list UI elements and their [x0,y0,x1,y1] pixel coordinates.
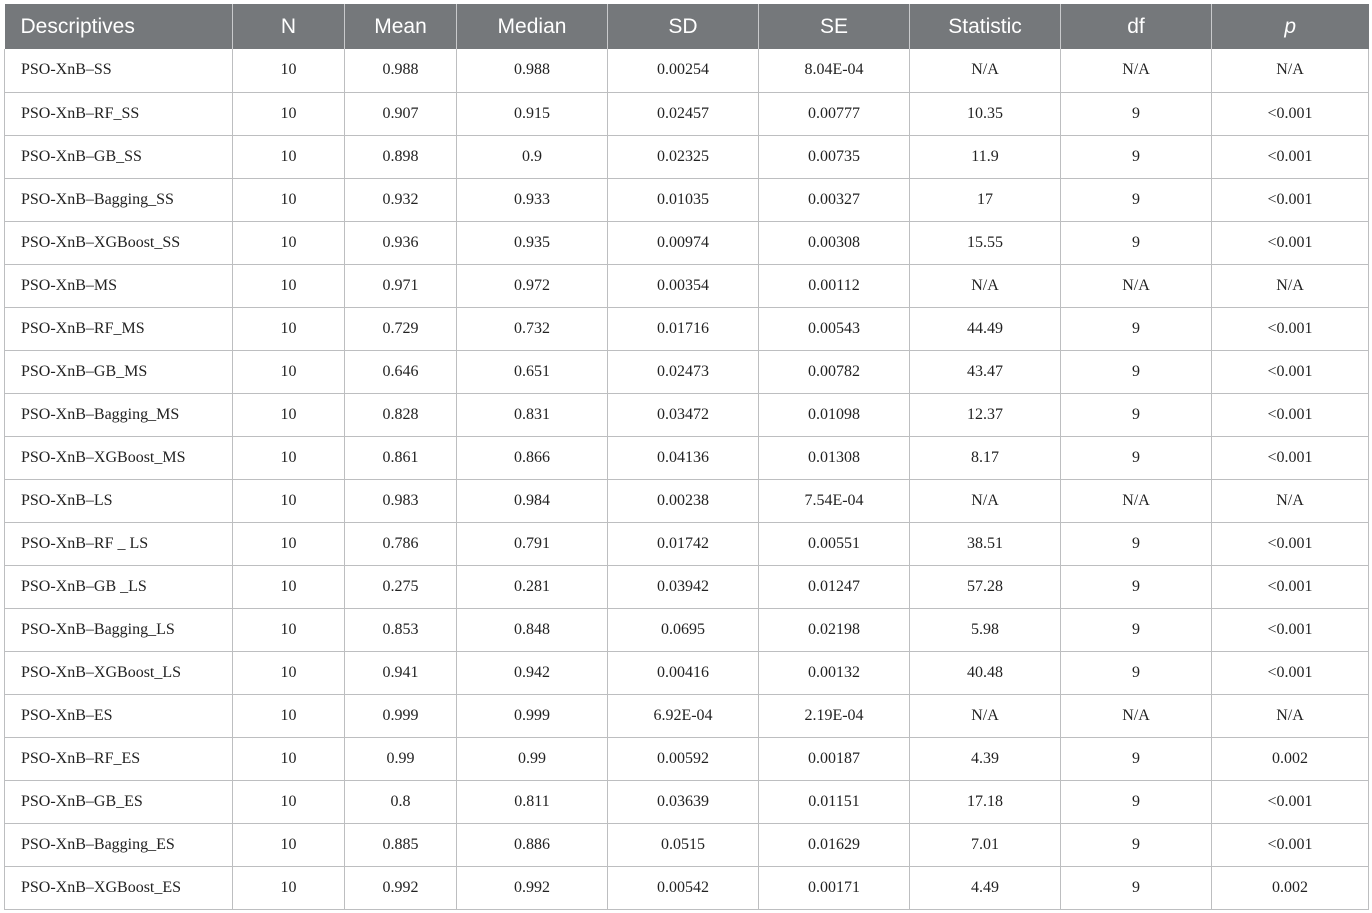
median-cell: 0.866 [457,436,608,479]
p-cell: <0.001 [1212,565,1369,608]
df-cell: 9 [1061,737,1212,780]
df-cell: 9 [1061,350,1212,393]
table-row [5,49,1369,92]
sd-cell: 0.03942 [608,565,759,608]
mean-cell: 0.992 [345,866,457,909]
df-cell: 9 [1061,92,1212,135]
n-cell: 10 [233,866,345,909]
p-cell: <0.001 [1212,221,1369,264]
p-cell: <0.001 [1212,780,1369,823]
model-name-cell: PSO-XnB–Bagging_LS [5,608,233,651]
statistic-cell: N/A [910,49,1061,92]
se-cell: 0.01308 [759,436,910,479]
se-cell: 0.02198 [759,608,910,651]
p-cell: N/A [1212,479,1369,522]
df-cell: 9 [1061,866,1212,909]
statistic-cell: 15.55 [910,221,1061,264]
sd-cell: 0.02325 [608,135,759,178]
n-cell: 10 [233,651,345,694]
mean-cell: 0.786 [345,522,457,565]
table-row [5,694,1369,737]
df-cell: 9 [1061,221,1212,264]
model-name-cell: PSO-XnB–RF _ LS [5,522,233,565]
p-cell: N/A [1212,49,1369,92]
statistic-cell: N/A [910,479,1061,522]
header-descriptives: Descriptives [5,4,233,49]
n-cell: 10 [233,350,345,393]
df-cell: N/A [1061,264,1212,307]
n-cell: 10 [233,436,345,479]
model-name-cell: PSO-XnB–MS [5,264,233,307]
sd-cell: 0.00974 [608,221,759,264]
table-row [5,522,1369,565]
df-cell: 9 [1061,307,1212,350]
se-cell: 0.00551 [759,522,910,565]
header-statistic: Statistic [910,4,1061,49]
median-cell: 0.942 [457,651,608,694]
statistic-cell: 4.49 [910,866,1061,909]
sd-cell: 0.04136 [608,436,759,479]
model-name-cell: PSO-XnB–Bagging_SS [5,178,233,221]
header-n: N [233,4,345,49]
model-name-cell: PSO-XnB–SS [5,49,233,92]
table-row [5,393,1369,436]
n-cell: 10 [233,737,345,780]
se-cell: 0.00112 [759,264,910,307]
header-mean: Mean [345,4,457,49]
table-row [5,651,1369,694]
p-cell: N/A [1212,264,1369,307]
df-cell: N/A [1061,49,1212,92]
n-cell: 10 [233,393,345,436]
df-cell: 9 [1061,522,1212,565]
p-cell: <0.001 [1212,823,1369,866]
sd-cell: 0.01035 [608,178,759,221]
sd-cell: 0.01742 [608,522,759,565]
median-cell: 0.992 [457,866,608,909]
median-cell: 0.732 [457,307,608,350]
model-name-cell: PSO-XnB–ES [5,694,233,737]
mean-cell: 0.853 [345,608,457,651]
statistic-cell: 7.01 [910,823,1061,866]
statistic-cell: 17.18 [910,780,1061,823]
mean-cell: 0.828 [345,393,457,436]
n-cell: 10 [233,264,345,307]
p-cell: <0.001 [1212,92,1369,135]
statistic-cell: 11.9 [910,135,1061,178]
table-row [5,264,1369,307]
se-cell: 0.00171 [759,866,910,909]
median-cell: 0.791 [457,522,608,565]
n-cell: 10 [233,92,345,135]
model-name-cell: PSO-XnB–GB_MS [5,350,233,393]
statistic-cell: 43.47 [910,350,1061,393]
sd-cell: 0.00254 [608,49,759,92]
sd-cell: 0.0695 [608,608,759,651]
model-name-cell: PSO-XnB–XGBoost_LS [5,651,233,694]
se-cell: 7.54E-04 [759,479,910,522]
median-cell: 0.848 [457,608,608,651]
n-cell: 10 [233,178,345,221]
n-cell: 10 [233,221,345,264]
df-cell: 9 [1061,780,1212,823]
header-se: SE [759,4,910,49]
model-name-cell: PSO-XnB–RF_MS [5,307,233,350]
df-cell: N/A [1061,479,1212,522]
median-cell: 0.886 [457,823,608,866]
header-p: p [1212,4,1369,49]
mean-cell: 0.936 [345,221,457,264]
df-cell: 9 [1061,393,1212,436]
header-median: Median [457,4,608,49]
se-cell: 0.01098 [759,393,910,436]
se-cell: 0.00132 [759,651,910,694]
n-cell: 10 [233,49,345,92]
p-cell: N/A [1212,694,1369,737]
df-cell: 9 [1061,178,1212,221]
table-body [5,49,1369,909]
statistic-cell: 8.17 [910,436,1061,479]
median-cell: 0.999 [457,694,608,737]
model-name-cell: PSO-XnB–GB_ES [5,780,233,823]
median-cell: 0.972 [457,264,608,307]
table-row [5,307,1369,350]
statistic-cell: 44.49 [910,307,1061,350]
se-cell: 0.01151 [759,780,910,823]
p-cell: <0.001 [1212,178,1369,221]
statistic-cell: 4.39 [910,737,1061,780]
median-cell: 0.933 [457,178,608,221]
n-cell: 10 [233,565,345,608]
sd-cell: 0.00416 [608,651,759,694]
table-row [5,737,1369,780]
statistic-cell: 5.98 [910,608,1061,651]
sd-cell: 0.00354 [608,264,759,307]
table-row [5,350,1369,393]
table-row [5,135,1369,178]
model-name-cell: PSO-XnB–RF_SS [5,92,233,135]
sd-cell: 0.03639 [608,780,759,823]
model-name-cell: PSO-XnB–XGBoost_ES [5,866,233,909]
p-cell: <0.001 [1212,608,1369,651]
se-cell: 0.01629 [759,823,910,866]
model-name-cell: PSO-XnB–GB_SS [5,135,233,178]
table-row [5,479,1369,522]
table-row [5,608,1369,651]
mean-cell: 0.898 [345,135,457,178]
sd-cell: 0.00542 [608,866,759,909]
mean-cell: 0.646 [345,350,457,393]
table-header-row [5,4,1369,49]
sd-cell: 0.00592 [608,737,759,780]
p-cell: <0.001 [1212,307,1369,350]
mean-cell: 0.988 [345,49,457,92]
mean-cell: 0.971 [345,264,457,307]
mean-cell: 0.729 [345,307,457,350]
mean-cell: 0.885 [345,823,457,866]
se-cell: 0.00327 [759,178,910,221]
mean-cell: 0.99 [345,737,457,780]
model-name-cell: PSO-XnB–LS [5,479,233,522]
median-cell: 0.935 [457,221,608,264]
p-cell: 0.002 [1212,737,1369,780]
statistic-cell: 57.28 [910,565,1061,608]
median-cell: 0.988 [457,49,608,92]
n-cell: 10 [233,479,345,522]
sd-cell: 6.92E-04 [608,694,759,737]
se-cell: 2.19E-04 [759,694,910,737]
mean-cell: 0.999 [345,694,457,737]
sd-cell: 0.02473 [608,350,759,393]
descriptives-table [4,4,1369,910]
se-cell: 0.00782 [759,350,910,393]
se-cell: 0.01247 [759,565,910,608]
df-cell: 9 [1061,436,1212,479]
p-cell: <0.001 [1212,651,1369,694]
se-cell: 0.00308 [759,221,910,264]
se-cell: 0.00543 [759,307,910,350]
p-cell: <0.001 [1212,522,1369,565]
median-cell: 0.831 [457,393,608,436]
se-cell: 0.00735 [759,135,910,178]
model-name-cell: PSO-XnB–XGBoost_MS [5,436,233,479]
median-cell: 0.9 [457,135,608,178]
df-cell: 9 [1061,651,1212,694]
model-name-cell: PSO-XnB–Bagging_ES [5,823,233,866]
n-cell: 10 [233,522,345,565]
table-row [5,565,1369,608]
table-row [5,221,1369,264]
table-row [5,823,1369,866]
p-cell: <0.001 [1212,436,1369,479]
table-row [5,178,1369,221]
statistic-cell: 38.51 [910,522,1061,565]
n-cell: 10 [233,823,345,866]
median-cell: 0.99 [457,737,608,780]
sd-cell: 0.0515 [608,823,759,866]
descriptives-table-container [4,4,1368,910]
statistic-cell: N/A [910,264,1061,307]
mean-cell: 0.275 [345,565,457,608]
statistic-cell: 12.37 [910,393,1061,436]
statistic-cell: 40.48 [910,651,1061,694]
table-row [5,780,1369,823]
sd-cell: 0.00238 [608,479,759,522]
statistic-cell: 10.35 [910,92,1061,135]
sd-cell: 0.03472 [608,393,759,436]
df-cell: 9 [1061,608,1212,651]
median-cell: 0.915 [457,92,608,135]
n-cell: 10 [233,135,345,178]
header-sd: SD [608,4,759,49]
mean-cell: 0.983 [345,479,457,522]
sd-cell: 0.02457 [608,92,759,135]
se-cell: 0.00777 [759,92,910,135]
median-cell: 0.651 [457,350,608,393]
table-row [5,92,1369,135]
mean-cell: 0.941 [345,651,457,694]
se-cell: 8.04E-04 [759,49,910,92]
model-name-cell: PSO-XnB–XGBoost_SS [5,221,233,264]
table-row [5,436,1369,479]
p-cell: <0.001 [1212,393,1369,436]
mean-cell: 0.8 [345,780,457,823]
header-df: df [1061,4,1212,49]
p-cell: 0.002 [1212,866,1369,909]
df-cell: N/A [1061,694,1212,737]
model-name-cell: PSO-XnB–RF_ES [5,737,233,780]
p-cell: <0.001 [1212,135,1369,178]
mean-cell: 0.932 [345,178,457,221]
n-cell: 10 [233,780,345,823]
statistic-cell: N/A [910,694,1061,737]
df-cell: 9 [1061,135,1212,178]
table-row [5,866,1369,909]
mean-cell: 0.907 [345,92,457,135]
statistic-cell: 17 [910,178,1061,221]
mean-cell: 0.861 [345,436,457,479]
n-cell: 10 [233,694,345,737]
median-cell: 0.811 [457,780,608,823]
p-cell: <0.001 [1212,350,1369,393]
n-cell: 10 [233,307,345,350]
model-name-cell: PSO-XnB–GB _LS [5,565,233,608]
df-cell: 9 [1061,823,1212,866]
median-cell: 0.281 [457,565,608,608]
sd-cell: 0.01716 [608,307,759,350]
n-cell: 10 [233,608,345,651]
model-name-cell: PSO-XnB–Bagging_MS [5,393,233,436]
se-cell: 0.00187 [759,737,910,780]
df-cell: 9 [1061,565,1212,608]
median-cell: 0.984 [457,479,608,522]
